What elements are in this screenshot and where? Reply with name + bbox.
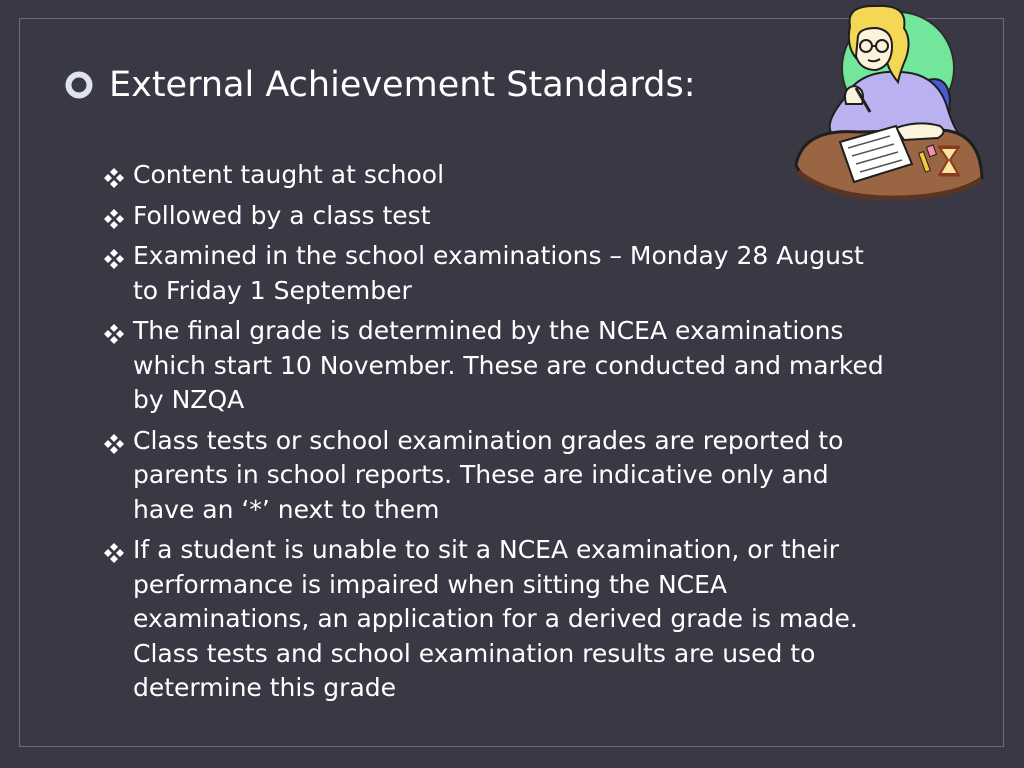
- bullet-text: Examined in the school examinations – Monday 28 August to Friday 1 September: [133, 241, 864, 305]
- bullet-text: The final grade is determined by the NCEA examinations which start 10 November. These are conducted and marked by NZQA: [133, 316, 884, 414]
- four-diamond-bullet-icon: [104, 543, 124, 563]
- bullet-item-content-taught: [104, 158, 884, 193]
- four-diamond-bullet-icon: [104, 434, 124, 454]
- hollow-circle-bullet-icon: [64, 70, 94, 100]
- four-diamond-bullet-icon: [104, 209, 124, 229]
- bullet-list: [104, 158, 884, 712]
- title-row: [64, 63, 696, 107]
- bullet-item-class-test: [104, 199, 884, 234]
- bullet-item-final-grade: [104, 314, 884, 418]
- bullet-text: If a student is unable to sit a NCEA examination, or their performance is impaired when sitting the NCEA examinations, an application for a derived grade is made. Class tests and school examination results are used to determine this grade: [133, 535, 858, 702]
- four-diamond-bullet-icon: [104, 324, 124, 344]
- bullet-text: Content taught at school: [133, 160, 445, 189]
- student-taking-exam-illustration: [788, 0, 988, 200]
- bullet-text: Followed by a class test: [133, 200, 431, 230]
- resting-hand-icon: [896, 123, 944, 140]
- four-diamond-bullet-icon: [104, 168, 124, 188]
- bullet-item-school-exams: [104, 239, 884, 308]
- slide-title: External Achievement Standards:: [109, 65, 696, 105]
- four-diamond-bullet-icon: [104, 249, 124, 269]
- bullet-item-grades-reported: [104, 424, 884, 528]
- bullet-item-derived-grade: [104, 533, 884, 706]
- bullet-text: Class tests or school examination grades are reported to parents in school reports. These are indicative only and have an ‘*’ next to them: [133, 425, 844, 524]
